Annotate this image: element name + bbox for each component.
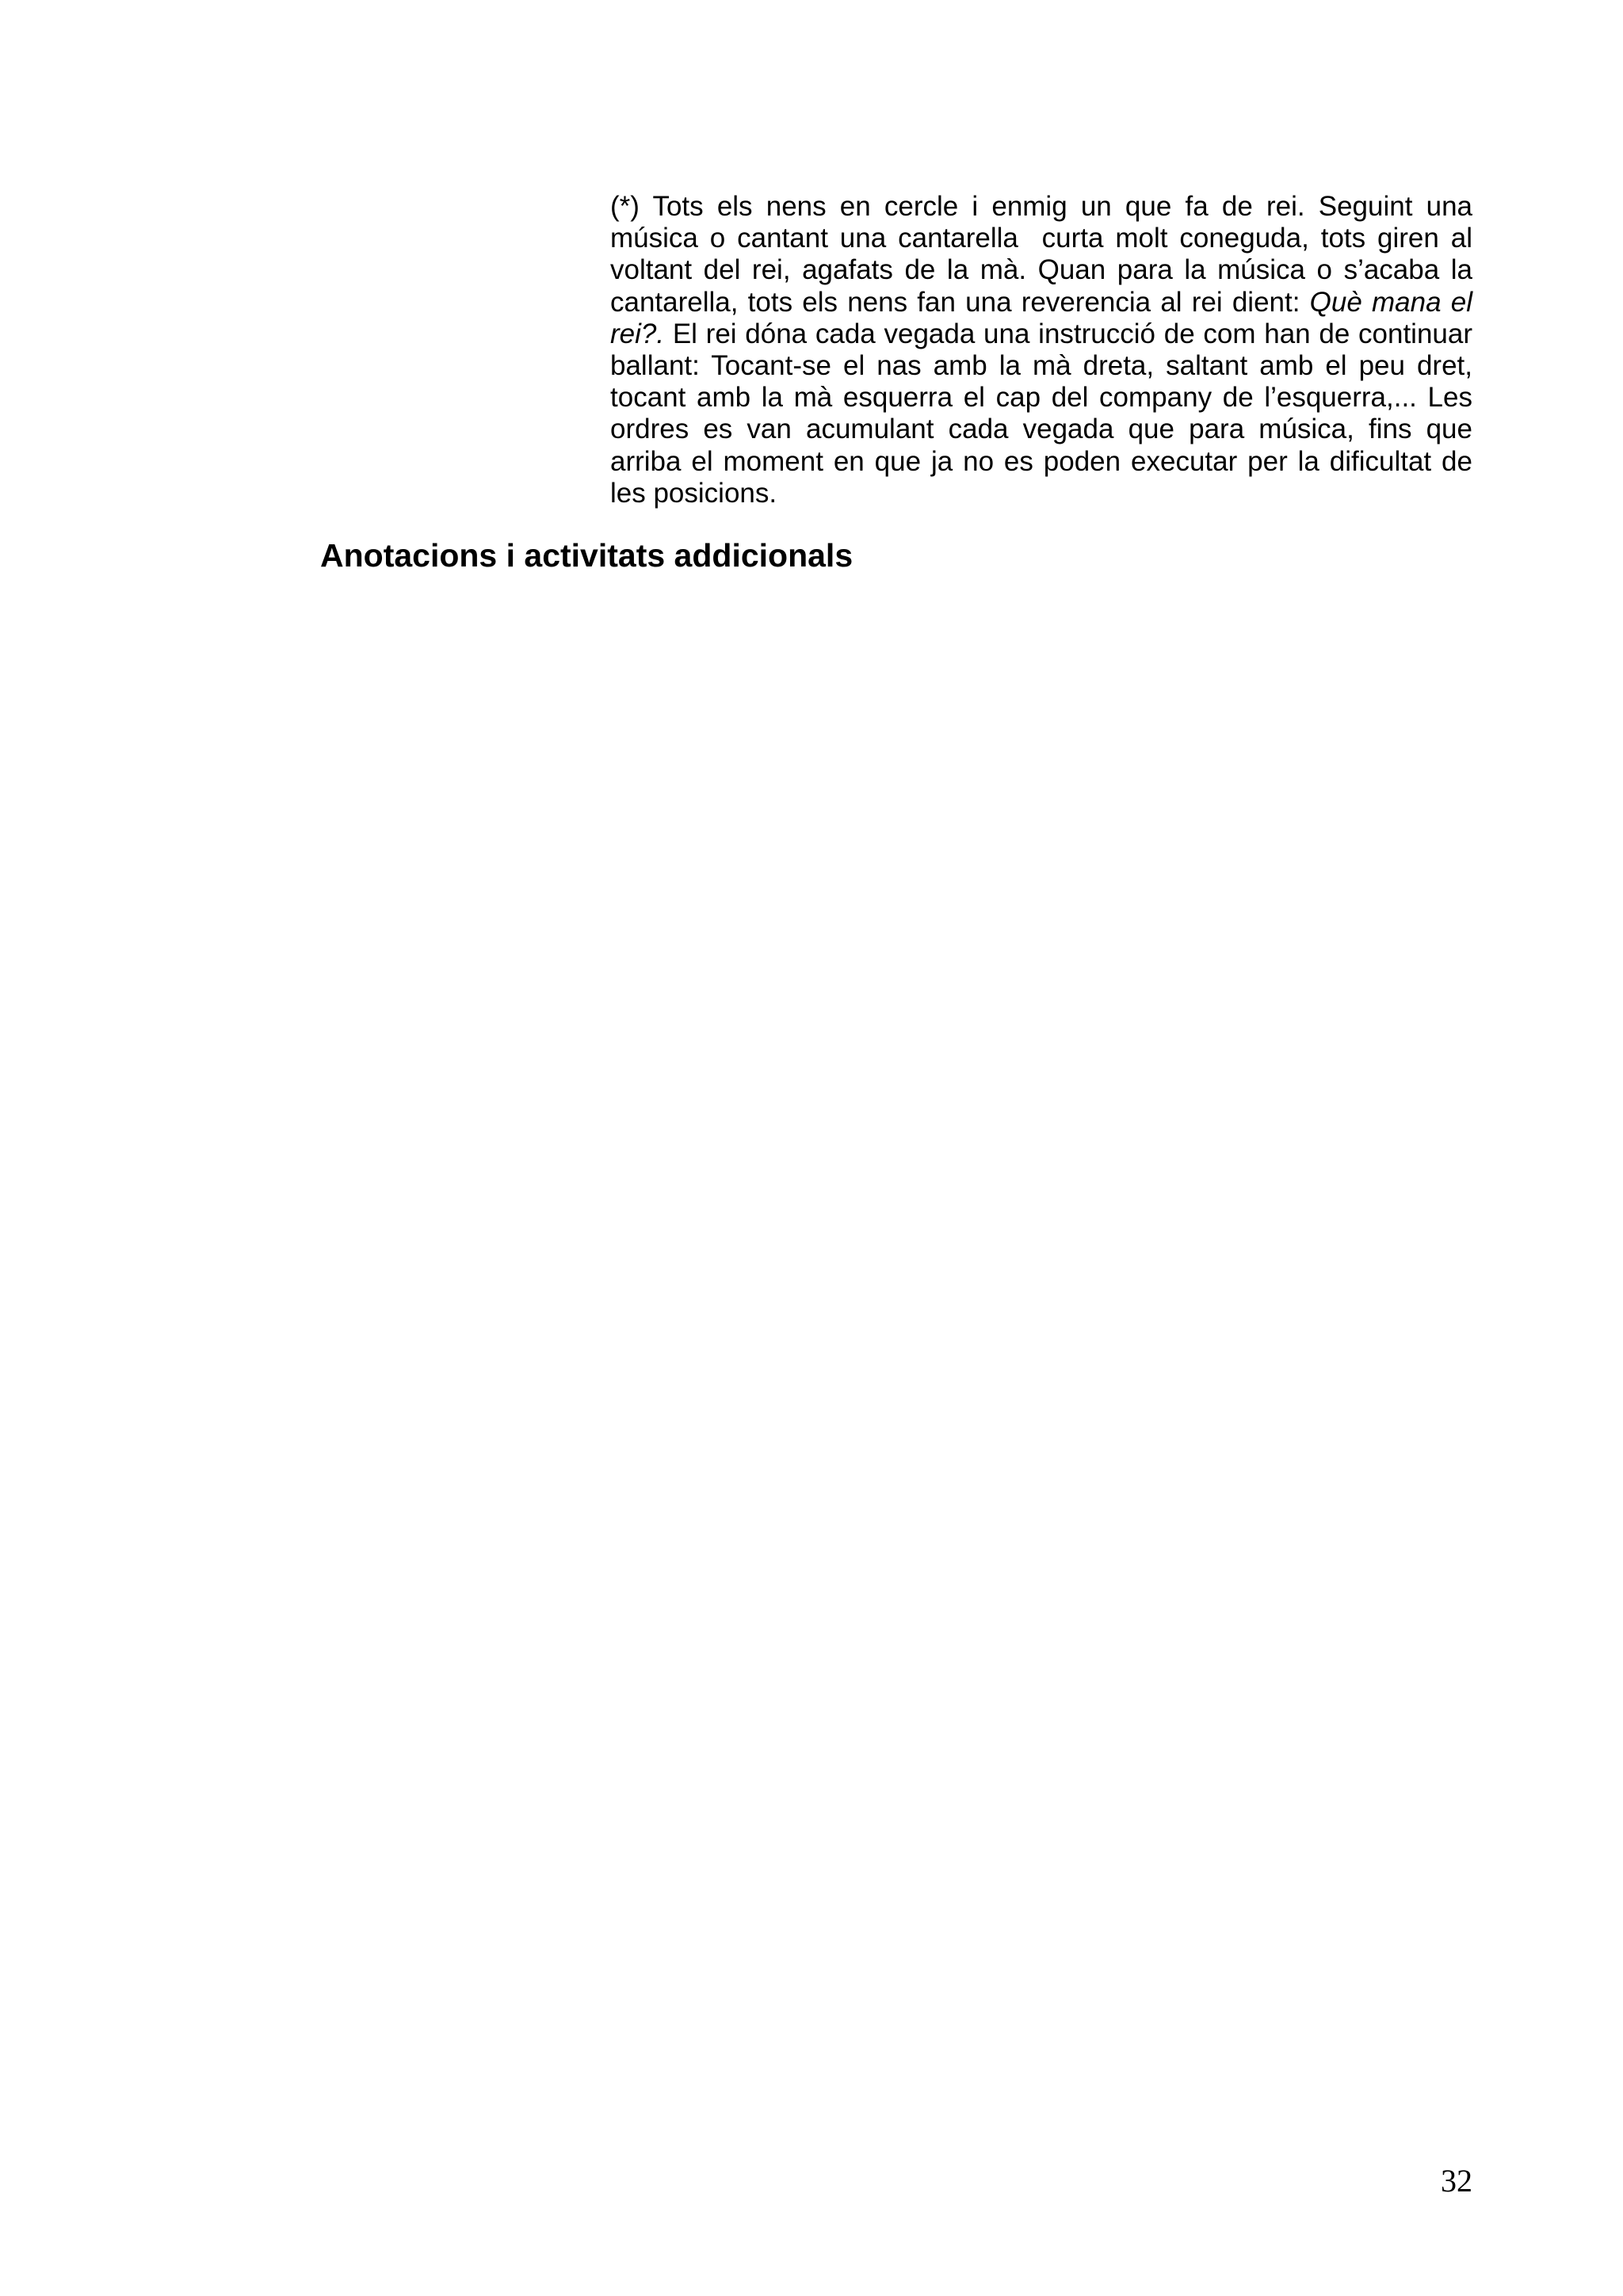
paragraph-italic-phrase: Què mana el rei?. — [610, 286, 1472, 349]
paragraph-text-end: El rei dóna cada vegada una instrucció de com han de continuar ballant: Tocant-se el nas amb la mà dreta, saltant amb el peu dret, tocant amb la mà esquerra el cap del company de l’esquerra,... Les ordres es van acumulant cada vegada que para música, fins que arriba el moment en que ja no es poden executar per la dificultat de les posicions. — [610, 318, 1472, 509]
section-heading: Anotacions i activitats addicionals — [320, 537, 854, 574]
paragraph-text-start: (*) Tots els nens en cercle i enmig un que fa de rei. Seguint una música o cantant una cantarella curta molt coneguda, tots giren al voltant del rei, agafats de la mà. Quan para la música o s’acaba la cantarella, tots els nens fan una reverencia al rei dient: — [610, 191, 1472, 318]
game-description-paragraph — [610, 191, 1472, 509]
page-number: 32 — [1441, 2163, 1472, 2199]
